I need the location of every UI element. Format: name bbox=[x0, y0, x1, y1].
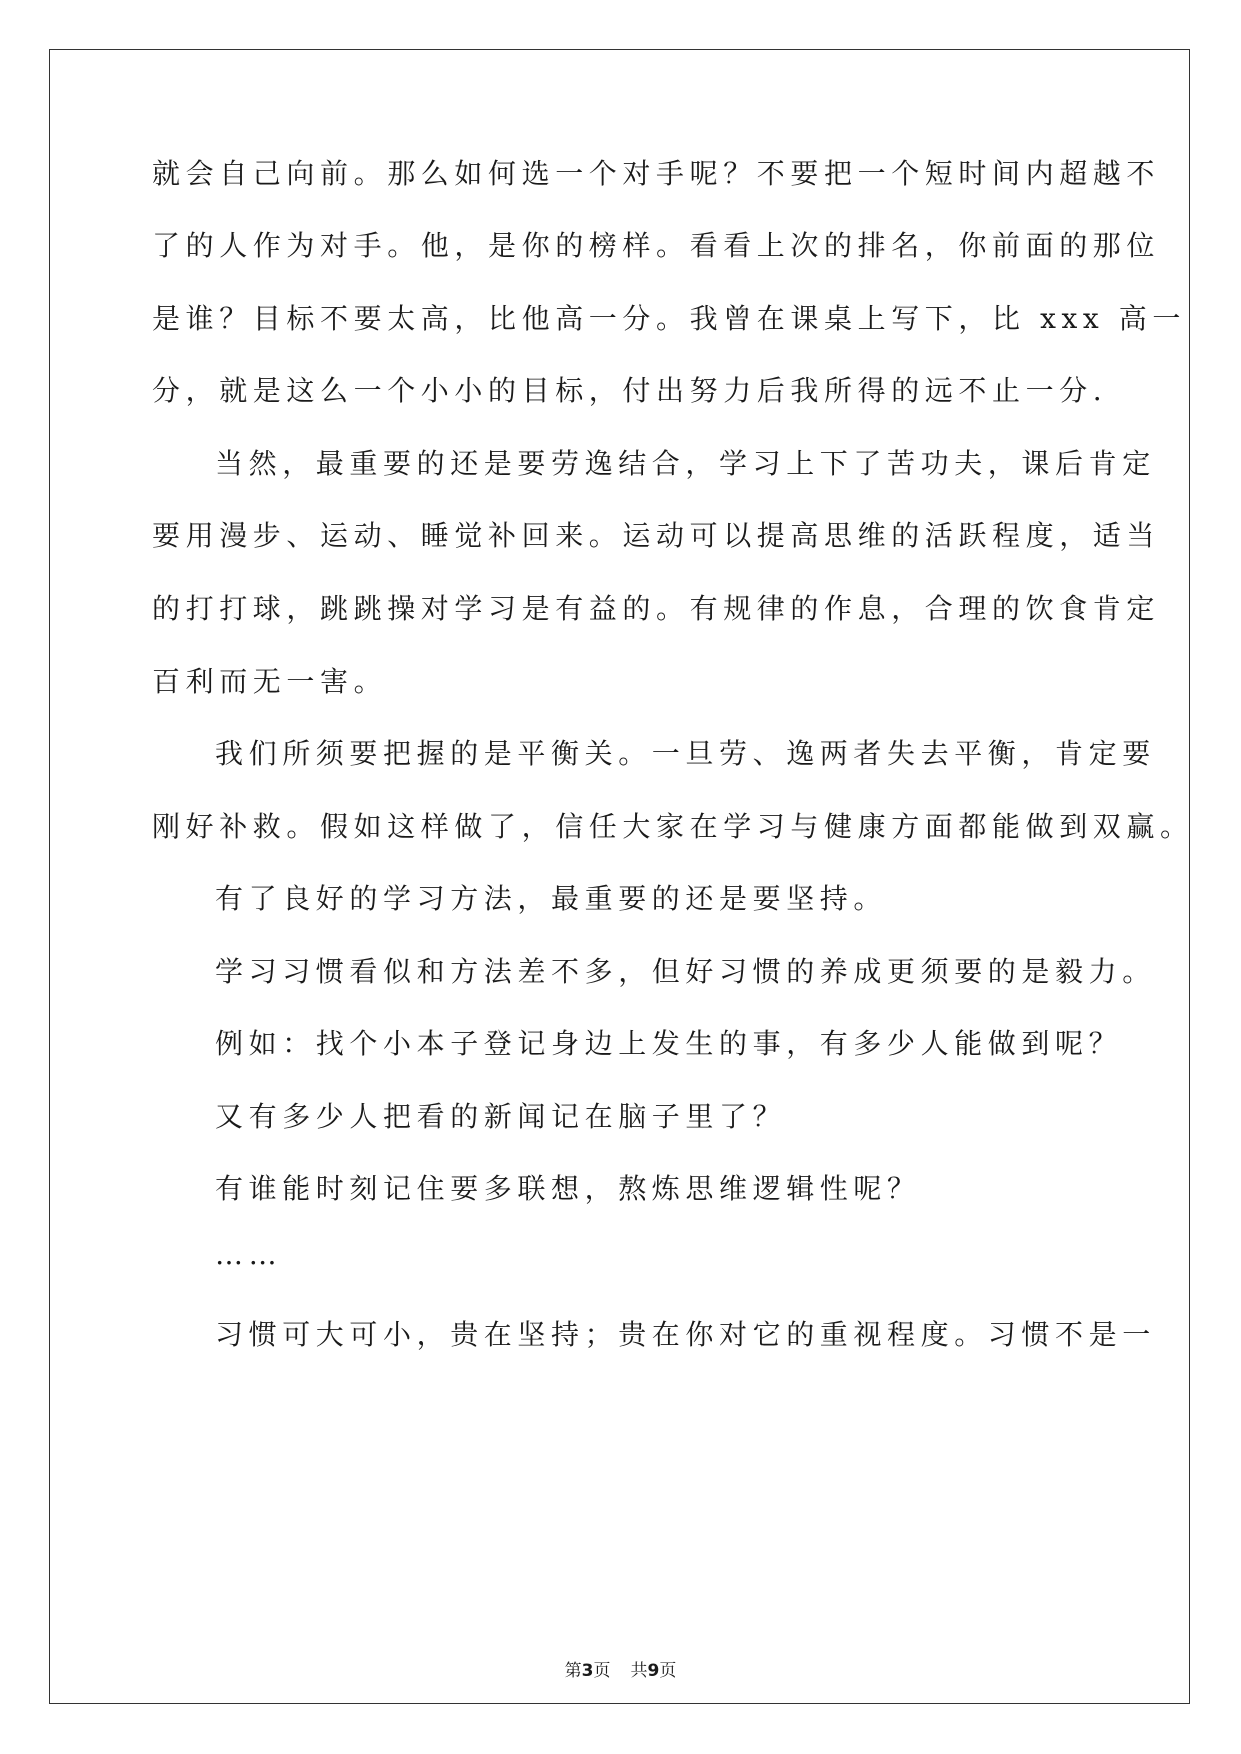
paragraph-line: 学习习惯看似和方法差不多，但好习惯的养成更须要的是毅力。 bbox=[215, 955, 1156, 988]
page-number: 3 bbox=[581, 1661, 594, 1681]
paragraph-line: 有了良好的学习方法，最重要的还是要坚持。 bbox=[215, 882, 888, 915]
text-line: 就会自己向前。那么如何选一个对手呢？不要把一个短时间内超越不 bbox=[152, 157, 1161, 190]
text-line: 的打打球，跳跳操对学习是有益的。有规律的作息，合理的饮食肯定 bbox=[152, 592, 1161, 625]
page-suffix: 页 bbox=[593, 1661, 611, 1681]
paragraph-start-line: 习惯可大可小，贵在坚持；贵在你对它的重视程度。习惯不是一 bbox=[215, 1318, 1156, 1351]
text-line: 刚好补救。假如这样做了，信任大家在学习与健康方面都能做到双赢。 bbox=[152, 810, 1194, 843]
page-prefix: 第 bbox=[564, 1661, 582, 1681]
paragraph-start-line: 我们所须要把握的是平衡关。一旦劳、逸两者失去平衡，肯定要 bbox=[215, 737, 1156, 770]
text-line: 分，就是这么一个小小的目标，付出努力后我所得的远不止一分. bbox=[152, 374, 1108, 407]
text-line: 了的人作为对手。他，是你的榜样。看看上次的排名，你前面的那位 bbox=[152, 229, 1161, 262]
paragraph-start-line: 当然，最重要的还是要劳逸结合，学习上下了苦功夫，课后肯定 bbox=[215, 447, 1156, 480]
page-footer bbox=[0, 1661, 1241, 1681]
paragraph-line: 有谁能时刻记住要多联想，熬炼思维逻辑性呢？ bbox=[215, 1172, 921, 1205]
paragraph-line: 例如：找个小本子登记身边上发生的事，有多少人能做到呢？ bbox=[215, 1027, 1123, 1060]
text-line: 百利而无一害。 bbox=[152, 665, 388, 698]
text-line: 是谁？目标不要太高，比他高一分。我曾在课桌上写下，比 xxx 高一 bbox=[152, 302, 1186, 335]
ellipsis-line: …… bbox=[215, 1238, 283, 1271]
page-border bbox=[49, 49, 1190, 1704]
total-suffix: 页 bbox=[659, 1661, 677, 1681]
total-pages: 9 bbox=[647, 1661, 660, 1681]
text-line: 要用漫步、运动、睡觉补回来。运动可以提高思维的活跃程度，适当 bbox=[152, 519, 1161, 552]
total-prefix: 共 bbox=[630, 1661, 648, 1681]
paragraph-line: 又有多少人把看的新闻记在脑子里了？ bbox=[215, 1100, 787, 1133]
